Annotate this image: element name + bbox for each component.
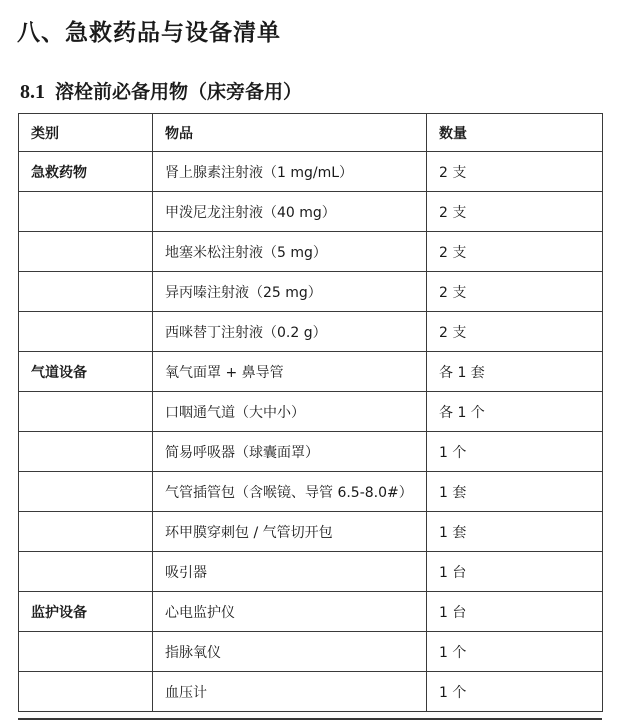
cell-category: 气道设备 <box>19 352 153 392</box>
cell-category <box>19 552 153 592</box>
table-row <box>19 512 603 552</box>
cell-item: 简易呼吸器（球囊面罩） <box>153 432 427 472</box>
cell-category <box>19 312 153 352</box>
cell-item: 西咪替丁注射液（0.2 g） <box>153 312 427 352</box>
table-row <box>19 432 603 472</box>
cell-item: 甲泼尼龙注射液（40 mg） <box>153 192 427 232</box>
table-row <box>19 192 603 232</box>
cell-category <box>19 632 153 672</box>
table-row <box>19 312 603 352</box>
cell-quantity: 各 1 套 <box>427 352 603 392</box>
header-category: 类别 <box>19 114 153 152</box>
cell-quantity: 2 支 <box>427 192 603 232</box>
table-row <box>19 352 603 392</box>
table-row <box>19 632 603 672</box>
table-row <box>19 232 603 272</box>
cell-category <box>19 672 153 712</box>
cell-item: 肾上腺素注射液（1 mg/mL） <box>153 152 427 192</box>
table-row <box>19 272 603 312</box>
cell-category <box>19 192 153 232</box>
cell-item: 异丙嗪注射液（25 mg） <box>153 272 427 312</box>
cell-category <box>19 472 153 512</box>
cell-category <box>19 432 153 472</box>
cell-category <box>19 232 153 272</box>
cell-category <box>19 512 153 552</box>
table-row <box>19 672 603 712</box>
cell-item: 环甲膜穿刺包 / 气管切开包 <box>153 512 427 552</box>
cell-quantity: 2 支 <box>427 272 603 312</box>
cell-quantity: 1 台 <box>427 592 603 632</box>
cell-quantity: 1 个 <box>427 432 603 472</box>
table-row <box>19 592 603 632</box>
cell-item: 指脉氧仪 <box>153 632 427 672</box>
cell-item: 吸引器 <box>153 552 427 592</box>
cell-quantity: 1 套 <box>427 512 603 552</box>
subsection-number: 8.1 <box>20 81 45 103</box>
cell-category: 监护设备 <box>19 592 153 632</box>
cell-quantity: 2 支 <box>427 232 603 272</box>
header-item: 物品 <box>153 114 427 152</box>
cell-quantity: 2 支 <box>427 152 603 192</box>
cell-quantity: 2 支 <box>427 312 603 352</box>
cell-category <box>19 272 153 312</box>
cell-item: 血压计 <box>153 672 427 712</box>
subsection-title: 溶栓前必备用物（床旁备用） <box>55 81 303 103</box>
table-row <box>19 392 603 432</box>
cell-category: 急救药物 <box>19 152 153 192</box>
table-row <box>19 472 603 512</box>
cell-item: 地塞米松注射液（5 mg） <box>153 232 427 272</box>
cell-quantity: 各 1 个 <box>427 392 603 432</box>
cell-quantity: 1 套 <box>427 472 603 512</box>
table-row <box>19 152 603 192</box>
table-header-row <box>19 114 603 152</box>
cell-quantity: 1 个 <box>427 632 603 672</box>
table-row <box>19 552 603 592</box>
section-title: 八、急救药品与设备清单 <box>17 20 281 46</box>
cell-quantity: 1 台 <box>427 552 603 592</box>
cell-category <box>19 392 153 432</box>
header-quantity: 数量 <box>427 114 603 152</box>
cell-item: 口咽通气道（大中小） <box>153 392 427 432</box>
bottom-divider <box>18 718 602 720</box>
subsection-heading <box>20 77 302 104</box>
cell-quantity: 1 个 <box>427 672 603 712</box>
cell-item: 气管插管包（含喉镜、导管 6.5-8.0#） <box>153 472 427 512</box>
cell-item: 氧气面罩 + 鼻导管 <box>153 352 427 392</box>
cell-item: 心电监护仪 <box>153 592 427 632</box>
emergency-supplies-table <box>18 113 603 712</box>
